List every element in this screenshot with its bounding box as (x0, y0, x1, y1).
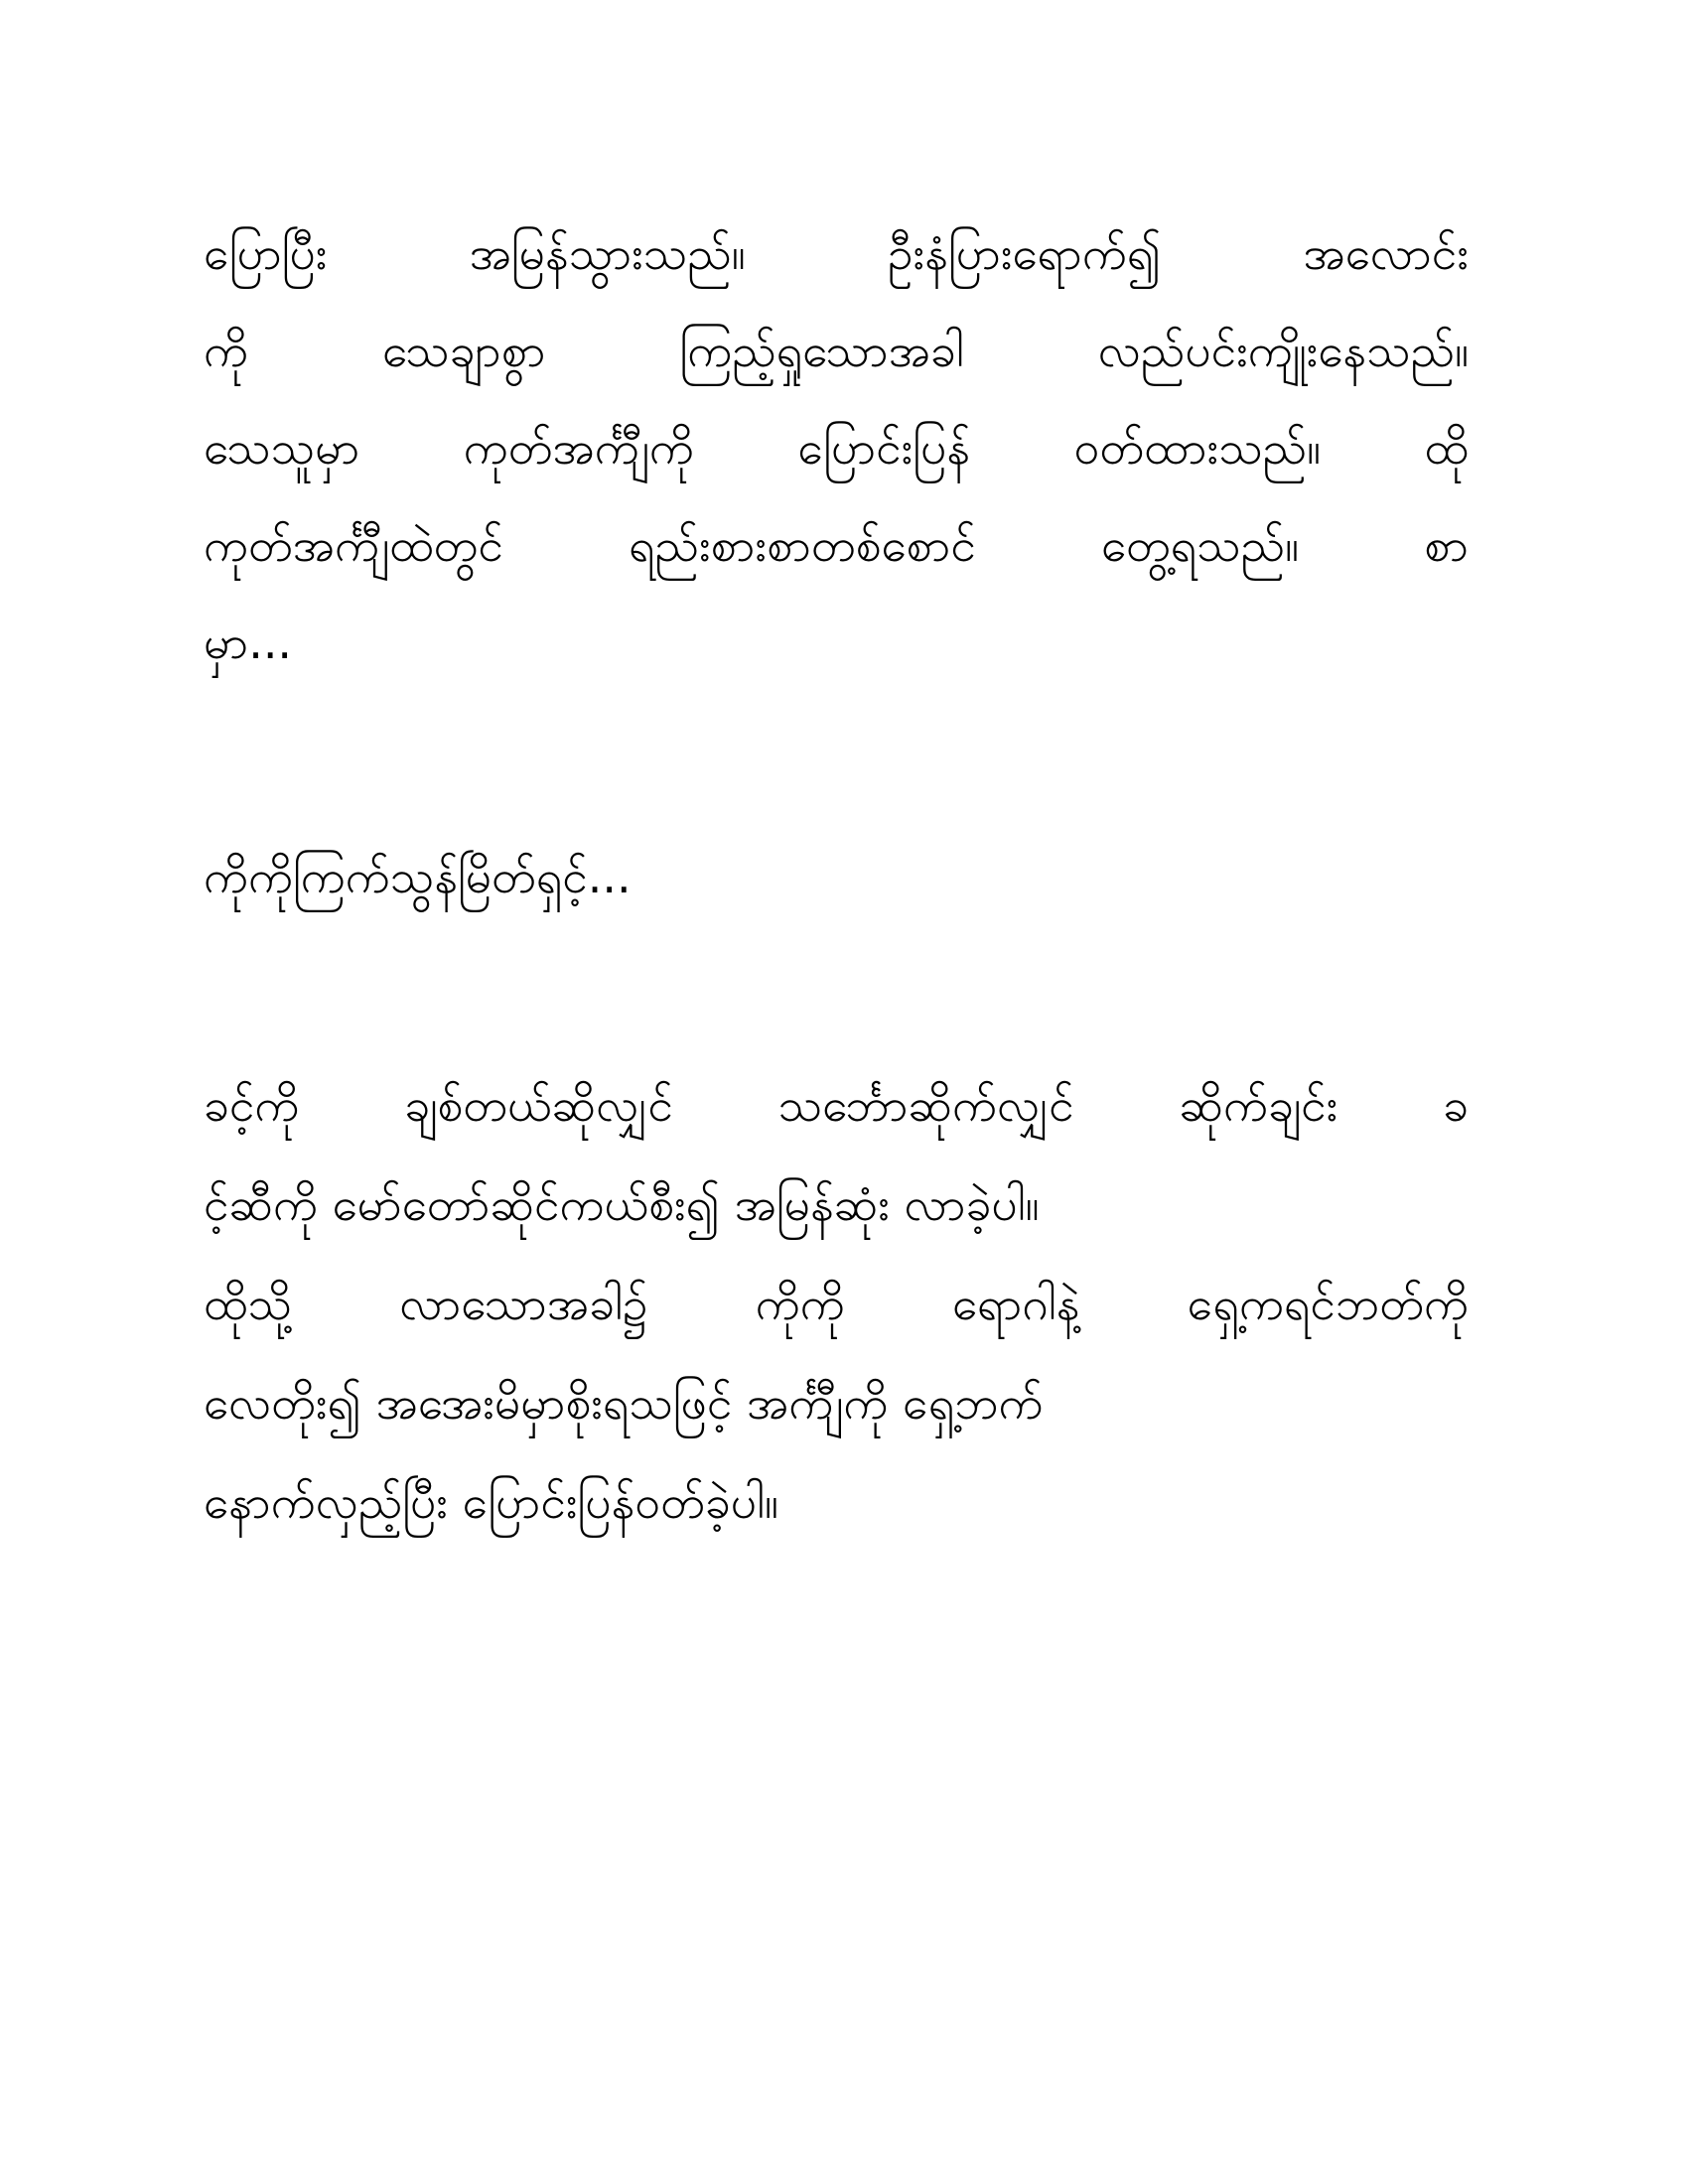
text-line: လေတိုး၍ အအေးမိမှာစိုးရသဖြင့် အင်္ကျီကို ရှေ့ဘက် (204, 1376, 1044, 1430)
text-line: ကိုကိုကြက်သွန်မြိတ်ရှင့်... (204, 850, 632, 903)
text-line: သေသူမှာ ကုတ်အင်္ကျီကို ပြောင်းပြန် ဝတ်ထားသည်။ ထို (204, 421, 1469, 475)
text-line: ပြောပြီး အမြန်သွားသည်။ ဦးနံပြားရောက်၍ အလောင်း (204, 226, 1469, 280)
text-line: ထိုသို့ လာသောအခါ၌ ကိုကို ရောဂါနဲ့ ရှေ့ကရင်ဘတ်ကို (204, 1277, 1469, 1330)
text-line: ကုတ်အင်္ကျီထဲတွင် ရည်းစားစာတစ်စောင် တွေ့ရသည်။ စာ (204, 518, 1469, 572)
paragraph-2 (204, 828, 1469, 925)
text-line: ကို သေချာစွာ ကြည့်ရှုသောအခါ လည်ပင်းကျိုးနေသည်။ (204, 324, 1469, 377)
paragraph-3 (204, 1055, 1469, 1552)
text-line: မှာ... (204, 615, 293, 669)
text-line: င့်ဆီကို မော်တော်ဆိုင်ကယ်စီး၍ အမြန်ဆုံး လာခဲ့ပါ။ (204, 1177, 1040, 1231)
text-line: နောက်လှည့်ပြီး ပြောင်းပြန်ဝတ်ခဲ့ပါ။ (204, 1475, 778, 1529)
paragraph-1 (204, 205, 1469, 691)
text-line: ခင့်ကို ချစ်တယ်ဆိုလျှင် သင်္ဘောဆိုက်လျှင် ဆိုက်ချင်း ခ (204, 1078, 1469, 1132)
